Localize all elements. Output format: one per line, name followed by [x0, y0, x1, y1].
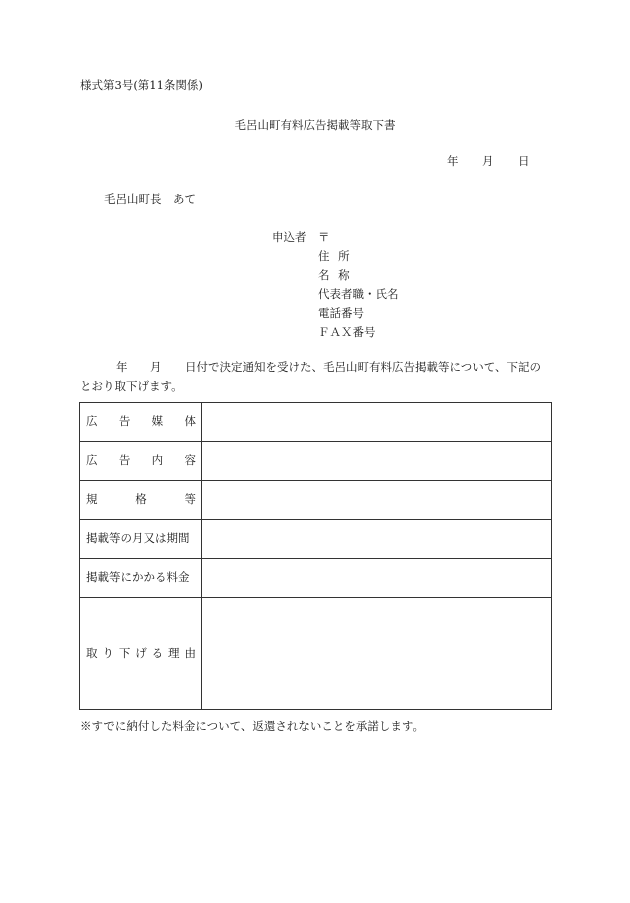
date-year-label: 年 — [447, 154, 459, 168]
table-row — [80, 442, 552, 481]
row-value-period[interactable] — [202, 520, 552, 559]
form-number: 様式第3号(第11条関係) — [80, 78, 203, 92]
table-row — [80, 520, 552, 559]
row-value-ad-content[interactable] — [202, 442, 552, 481]
row-label-fee: 掲載等にかかる料金 — [86, 570, 190, 585]
document-title: 毛呂山町有料広告掲載等取下書 — [234, 118, 396, 132]
row-label-ad-content: 広 告 内 容 — [86, 453, 196, 468]
row-label-cell-ad-content — [80, 442, 202, 481]
table-row — [80, 481, 552, 520]
address-label: 住所 — [318, 249, 359, 263]
footnote: ※すでに納付した料金について、返還されないことを承諾します。 — [80, 719, 424, 733]
body-month-label: 月 — [150, 360, 162, 374]
date-day-label: 日 — [518, 154, 530, 168]
row-value-ad-medium[interactable] — [202, 403, 552, 442]
representative-label: 代表者職・氏名 — [318, 287, 399, 301]
table-row — [80, 559, 552, 598]
postal-mark: 〒 — [318, 230, 330, 244]
addressee: 毛呂山町長 あて — [104, 192, 196, 206]
table-row — [80, 598, 552, 710]
date-month-label: 月 — [482, 154, 494, 168]
row-label-cell-specification — [80, 481, 202, 520]
body-year-label: 年 — [116, 360, 128, 374]
body-text-line1: 日付で決定通知を受けた、毛呂山町有料広告掲載等について、下記の — [185, 360, 542, 374]
row-label-withdraw-reason: 取 り 下 げ る 理 由 — [86, 645, 196, 660]
row-label-ad-medium: 広 告 媒 体 — [86, 414, 196, 429]
name-label: 名称 — [318, 268, 359, 282]
phone-label: 電話番号 — [318, 306, 364, 320]
row-label-specification: 規 格 等 — [86, 492, 196, 507]
row-label-cell-ad-medium — [80, 403, 202, 442]
row-label-period: 掲載等の月又は期間 — [86, 531, 190, 546]
fax-label: ＦＡＸ番号 — [318, 325, 376, 339]
row-label-cell-period — [80, 520, 202, 559]
row-value-specification[interactable] — [202, 481, 552, 520]
row-value-fee[interactable] — [202, 559, 552, 598]
body-text-line2: とおり取下げます。 — [80, 379, 183, 393]
row-label-cell-fee — [80, 559, 202, 598]
applicant-label: 申込者 — [272, 230, 307, 244]
info-table — [79, 402, 552, 710]
row-value-withdraw-reason[interactable] — [202, 598, 552, 710]
table-row — [80, 403, 552, 442]
row-label-cell-withdraw-reason — [80, 598, 202, 710]
